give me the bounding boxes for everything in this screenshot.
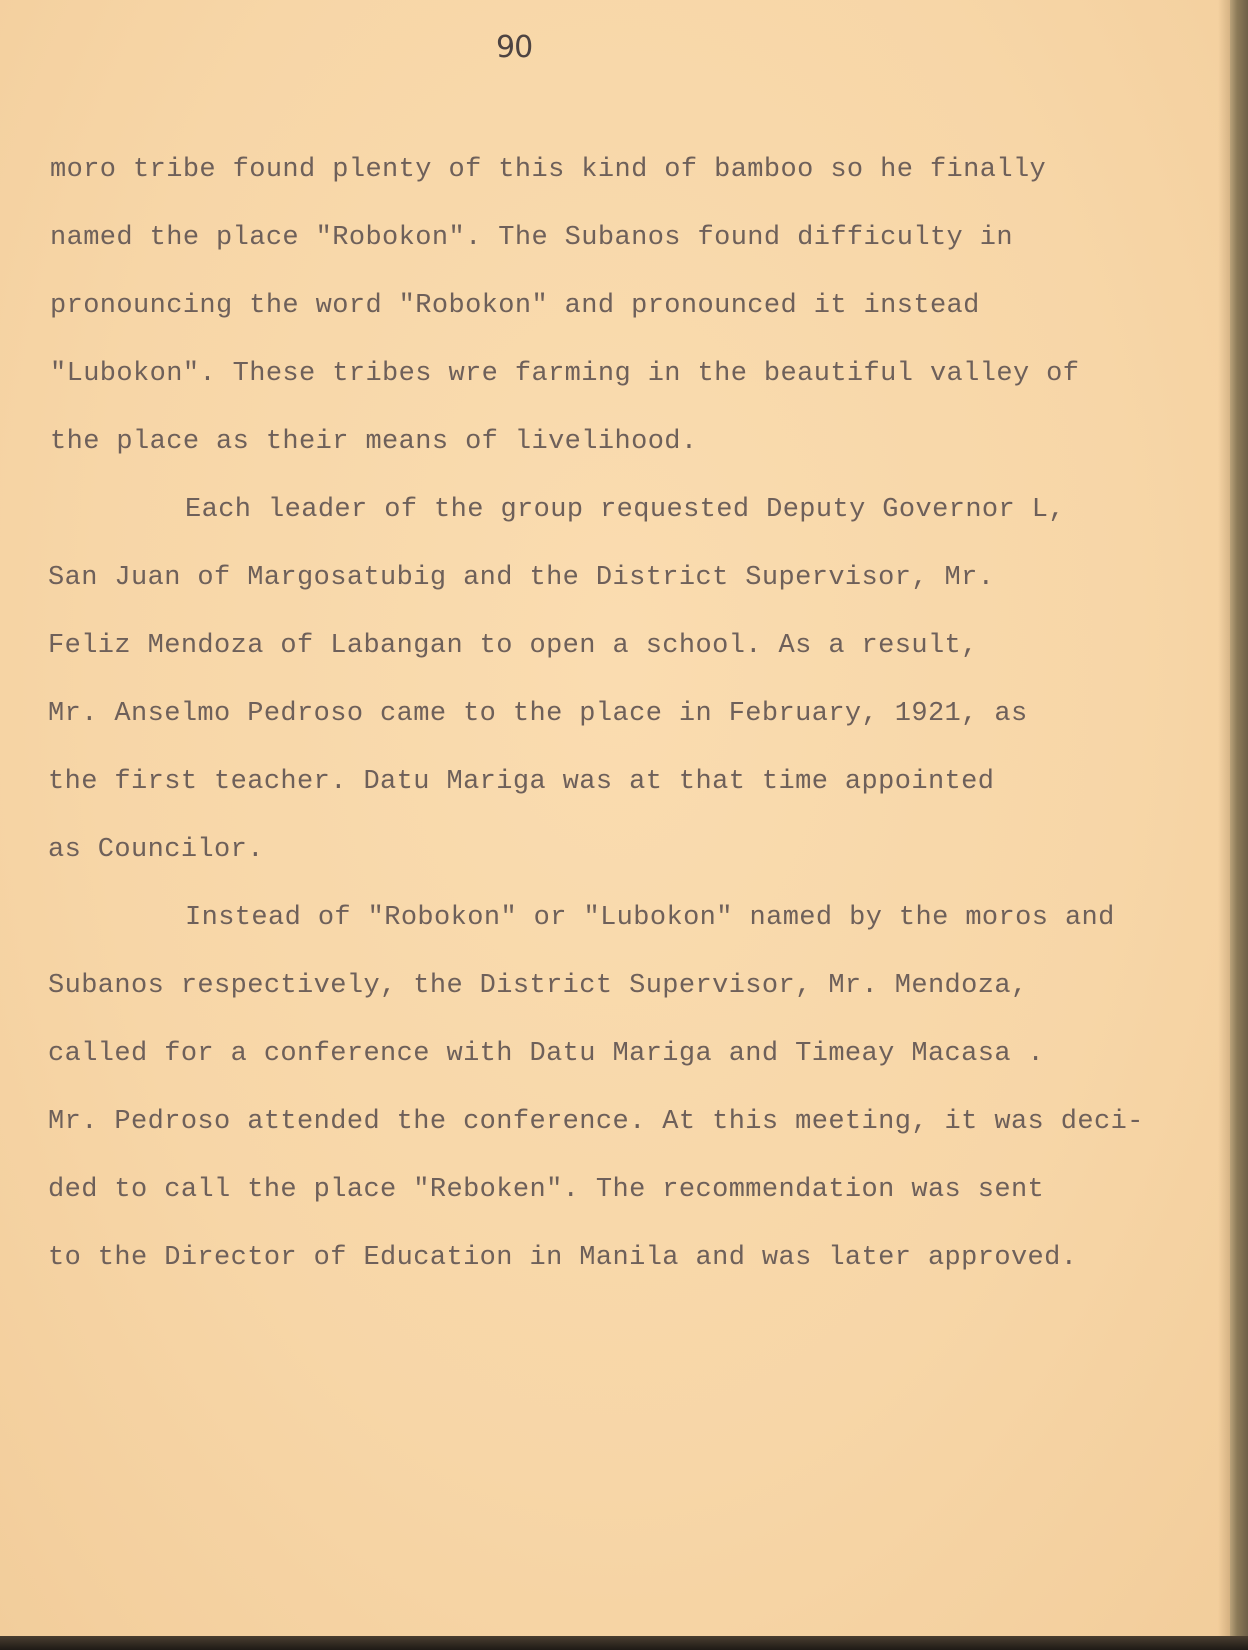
text-line: called for a conference with Datu Mariga and Timeay Macasa . [48,1039,1045,1069]
text-line: Mr. Pedroso attended the conference. At this meeting, it was deci- [48,1107,1144,1137]
text-line: as Councilor. [48,835,264,865]
text-line: "Lubokon". These tribes wre farming in the beautiful valley of [50,359,1080,389]
text-line: the place as their means of livelihood. [50,427,698,457]
text-line: the first teacher. Datu Mariga was at that time appointed [48,767,995,797]
page-number: 90 [496,30,533,65]
text-line: moro tribe found plenty of this kind of bamboo so he finally [50,155,1047,185]
text-line: Instead of "Robokon" or "Lubokon" named by the moros and [185,903,1115,933]
text-line: to the Director of Education in Manila and was later approved. [48,1243,1078,1273]
text-line: pronouncing the word "Robokon" and pronounced it instead [50,291,980,321]
binding-edge [1230,0,1248,1650]
text-line: Each leader of the group requested Deputy Governor L, [185,495,1065,525]
text-line: Mr. Anselmo Pedroso came to the place in February, 1921, as [48,699,1028,729]
text-line: Subanos respectively, the District Supervisor, Mr. Mendoza, [48,971,1028,1001]
page-edge-shadow [1218,0,1230,1650]
text-line: San Juan of Margosatubig and the District Supervisor, Mr. [48,563,995,593]
bottom-edge [0,1636,1248,1650]
text-line: ded to call the place "Reboken". The recommendation was sent [48,1175,1045,1205]
text-line: Feliz Mendoza of Labangan to open a school. As a result, [48,631,978,661]
text-line: named the place "Robokon". The Subanos found difficulty in [50,223,1013,253]
